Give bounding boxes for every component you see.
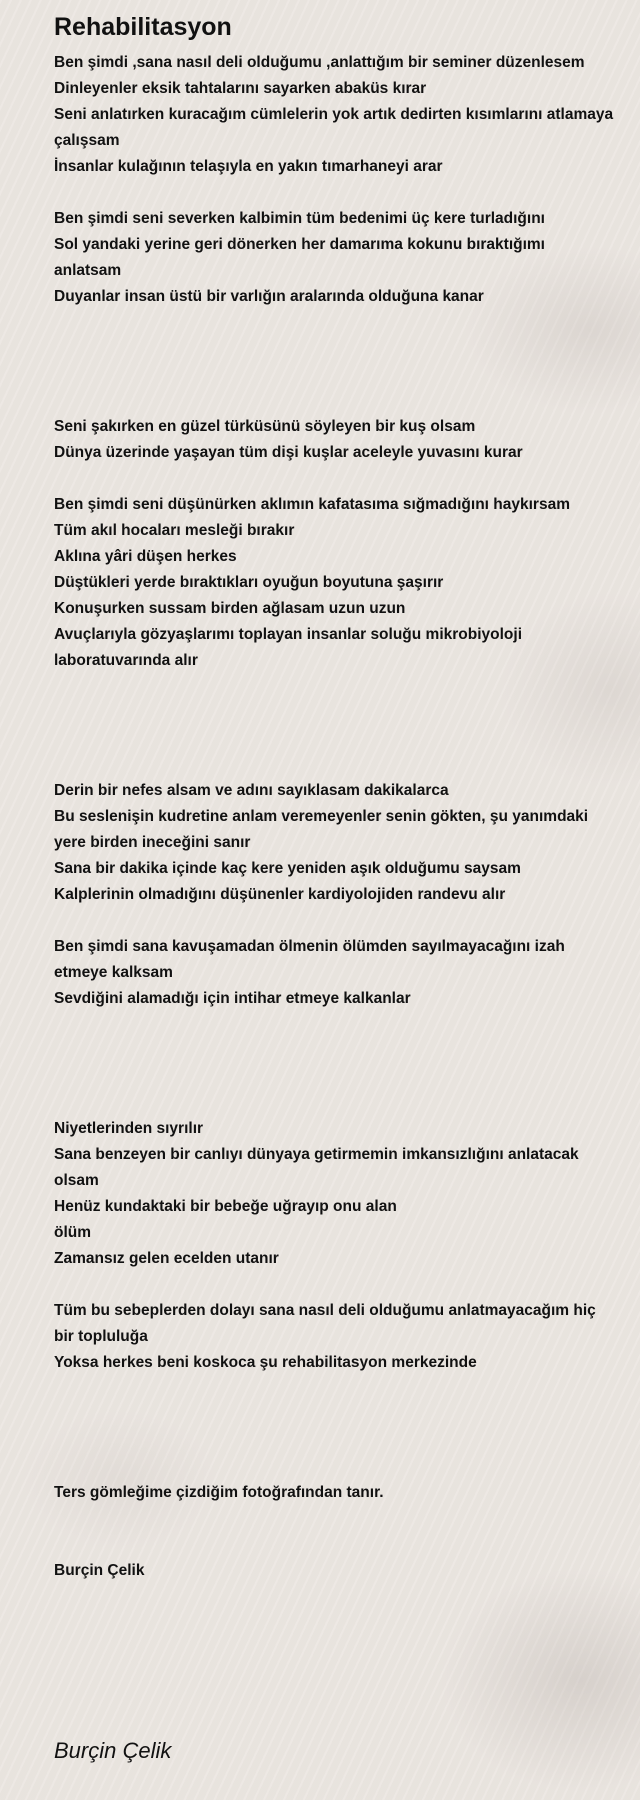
poem-line: Dünya üzerinde yaşayan tüm dişi kuşlar aceleyle yuvasını kurar: [54, 444, 523, 461]
poem-blank-line: [54, 752, 614, 778]
poem-line: Ben şimdi ,sana nasıl deli olduğumu ,anlattığım bir seminer düzenlesem: [54, 54, 585, 71]
poem-blank-line: [54, 1064, 614, 1090]
poem-blank-line: [54, 726, 614, 752]
poem-line: Niyetlerinden sıyrılır: [54, 1120, 204, 1137]
poem-line: Tüm akıl hocaları mesleği bırakır: [54, 522, 295, 539]
poem-blank-line: [54, 1012, 614, 1038]
poem-line: Sana bir dakika içinde kaç kere yeniden aşık olduğumu saysam: [54, 860, 521, 877]
poem-line: Dinleyenler eksik tahtalarını sayarken abaküs kırar: [54, 80, 427, 97]
poem-blank-line: [54, 1402, 614, 1428]
poem-blank-line: [54, 310, 614, 336]
poem-blank-line: [54, 674, 614, 700]
poem-line: Sana benzeyen bir canlıyı dünyaya getirmemin imkansızlığını anlatacak olsam: [54, 1146, 579, 1189]
poem-line: Seni anlatırken kuracağım cümlelerin yok artık dedirten kısımlarını atlamaya çalışsam: [54, 106, 614, 149]
poem-line: Ben şimdi seni düşünürken aklımın kafatasıma sığmadığını haykırsam: [54, 496, 570, 513]
poem-line: Kalplerinin olmadığını düşünenler kardiyolojiden randevu alır: [54, 886, 506, 903]
poem-line: Duyanlar insan üstü bir varlığın aralarında olduğuna kanar: [54, 288, 484, 305]
poem-title: Rehabilitasyon: [54, 13, 232, 41]
poem-blank-line: [54, 1272, 614, 1298]
poem-blank-line: [54, 1376, 614, 1402]
poem-line: Zamansız gelen ecelden utanır: [54, 1250, 279, 1267]
poem-blank-line: [54, 388, 614, 414]
poem-line: ölüm: [54, 1224, 92, 1241]
poem-blank-line: [54, 1090, 614, 1116]
poem-line: Tüm bu sebeplerden dolayı sana nasıl deli olduğumu anlatmayacağım hiç bir topluluğa: [54, 1302, 596, 1345]
poem-line: Avuçlarıyla gözyaşlarımı toplayan insanlar soluğu mikrobiyoloji laboratuvarında alır: [54, 626, 523, 669]
poem-line: Seni şakırken en güzel türküsünü söyleyen bir kuş olsam: [54, 418, 476, 435]
poem-body: [54, 50, 614, 1506]
poem-line: Konuşurken sussam birden ağlasam uzun uzun: [54, 600, 406, 617]
poem-blank-line: [54, 362, 614, 388]
poem-blank-line: [54, 336, 614, 362]
poem-line: Derin bir nefes alsam ve adını sayıklasam dakikalarca: [54, 782, 449, 799]
poem-line: Sevdiğini alamadığı için intihar etmeye kalkanlar: [54, 990, 411, 1007]
poem-blank-line: [54, 908, 614, 934]
poem-line: Ben şimdi seni severken kalbimin tüm bedenimi üç kere turladığını: [54, 210, 545, 227]
poem-line: Henüz kundaktaki bir bebeğe uğrayıp onu alan: [54, 1198, 397, 1215]
poem-line: Yoksa herkes beni koskoca şu rehabilitasyon merkezinde: [54, 1354, 477, 1371]
poem-blank-line: [54, 180, 614, 206]
poem-page: [54, 10, 614, 1584]
poem-line: Sol yandaki yerine geri dönerken her damarıma kokunu bıraktığımı anlatsam: [54, 236, 545, 279]
poem-line: Düştükleri yerde bıraktıkları oyuğun boyutuna şaşırır: [54, 574, 444, 591]
poem-blank-line: [54, 1038, 614, 1064]
author-signature: Burçin Çelik: [54, 1738, 172, 1763]
poem-blank-line: [54, 1454, 614, 1480]
poem-blank-line: [54, 700, 614, 726]
poem-blank-line: [54, 1428, 614, 1454]
poem-author: Burçin Çelik: [54, 1562, 145, 1579]
poem-line: Ters gömleğime çizdiğim fotoğrafından tanır.: [54, 1484, 384, 1501]
poem-line: Aklına yâri düşen herkes: [54, 548, 237, 565]
poem-line: Bu seslenişin kudretine anlam veremeyenler senin gökten, şu yanımdaki yere birden ineceğini sanır: [54, 808, 589, 851]
poem-line: İnsanlar kulağının telaşıyla en yakın tımarhaneyi arar: [54, 158, 443, 175]
poem-blank-line: [54, 466, 614, 492]
poem-line: Ben şimdi sana kavuşamadan ölmenin ölümden sayılmayacağını izah etmeye kalksam: [54, 938, 565, 981]
